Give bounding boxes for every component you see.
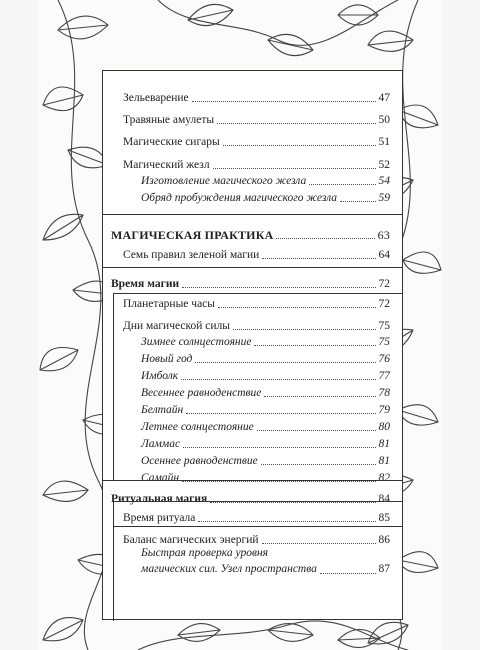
leader-dots <box>262 258 375 259</box>
toc-entry-page: 86 <box>378 534 390 546</box>
toc-entry-page: 82 <box>378 472 390 484</box>
leader-dots <box>223 145 376 146</box>
toc-entry-title: Травяные амулеты <box>123 114 215 126</box>
toc-entry-title: Магический жезл <box>123 159 210 171</box>
toc-entry-page: 81 <box>378 438 390 450</box>
toc-entry-page: 84 <box>378 493 390 505</box>
leader-dots <box>264 396 375 397</box>
toc-entry-title: Самайн <box>141 472 180 484</box>
toc-entry-title: Ламмас <box>141 438 181 450</box>
toc-entry-page: 80 <box>378 421 390 433</box>
subsection-divider <box>113 526 402 527</box>
leader-dots <box>210 502 375 503</box>
toc-section-title: Время магии <box>111 278 180 290</box>
toc-entry-page: 52 <box>378 159 390 171</box>
toc-section-time[interactable] <box>103 273 402 291</box>
toc-entry-page: 77 <box>378 370 390 382</box>
toc-subentry[interactable] <box>103 331 402 349</box>
leader-dots <box>233 329 376 330</box>
toc-entry-page: 87 <box>378 563 390 575</box>
leader-dots <box>257 430 376 431</box>
toc-entry-page: 54 <box>378 175 390 187</box>
toc-entry-title: Летнее солнцестояние <box>141 421 254 433</box>
toc-entry-page: 81 <box>378 455 390 467</box>
toc-entry-page: 51 <box>378 136 390 148</box>
toc-entry-title-line1: Быстрая проверка уровня <box>141 547 269 559</box>
toc-entry-title: Новый год <box>141 353 193 365</box>
toc-entry[interactable] <box>103 507 402 525</box>
toc-entry-title: Осеннее равноденствие <box>141 455 258 467</box>
toc-entry-page: 59 <box>378 192 390 204</box>
leader-dots <box>320 573 376 574</box>
leader-dots <box>254 345 375 346</box>
leader-dots <box>309 184 375 185</box>
leader-dots <box>213 168 376 169</box>
toc-entry-page: 79 <box>378 404 390 416</box>
toc-entry-title: Зимнее солнцестояние <box>141 336 252 348</box>
toc-entry[interactable] <box>103 293 402 311</box>
toc-section-title: Ритуальная магия <box>111 493 208 505</box>
toc-entry-title-line2: магических сил. Узел пространства <box>141 563 317 575</box>
toc-entry-page: 64 <box>378 249 390 261</box>
leader-dots <box>182 481 375 482</box>
leader-dots <box>340 201 376 202</box>
toc-entry-page: 85 <box>378 512 390 524</box>
toc-entry-page: 50 <box>378 114 390 126</box>
leader-dots <box>218 307 375 308</box>
leader-dots <box>198 521 375 522</box>
toc-entry-title: Время ритуала <box>123 512 196 524</box>
leader-dots <box>261 464 376 465</box>
section-divider <box>103 267 402 268</box>
toc-entry-title: Зельеварение <box>123 92 189 104</box>
toc-entry-title: Имболк <box>141 370 179 382</box>
toc-subentry[interactable] <box>103 170 402 188</box>
toc-section-ritual[interactable] <box>103 488 402 506</box>
section-divider <box>103 480 402 481</box>
toc-entry-page: 72 <box>378 298 390 310</box>
toc-entry-page: 47 <box>378 92 390 104</box>
toc-subentry[interactable] <box>103 450 402 468</box>
toc-entry[interactable] <box>103 131 402 149</box>
leader-dots <box>186 413 375 414</box>
toc-entry[interactable] <box>103 244 402 262</box>
toc-entry-title: Весеннее равноденствие <box>141 387 262 399</box>
toc-entry-title: Магические сигары <box>123 136 220 148</box>
toc-entry-page: 72 <box>378 278 390 290</box>
toc-entry-title: Семь правил зеленой магии <box>123 249 260 261</box>
toc-subentry[interactable] <box>103 348 402 366</box>
toc-entry-page: 75 <box>378 320 390 332</box>
toc-entry-title: Изготовление магического жезла <box>141 175 307 187</box>
toc-entry-title: Баланс магических энергий <box>123 534 259 546</box>
toc-entry-title: Планетарные часы <box>123 298 216 310</box>
toc-entry-page: 78 <box>378 387 390 399</box>
toc-subentry[interactable] <box>103 365 402 383</box>
toc-subentry[interactable] <box>103 399 402 417</box>
toc-entry-title: Обряд пробуждения магического жезла <box>141 192 337 204</box>
section-divider <box>103 214 402 215</box>
toc-entry-page: 75 <box>378 336 390 348</box>
toc-subentry[interactable] <box>103 467 402 485</box>
subsection-divider <box>113 501 402 502</box>
toc-entry[interactable] <box>103 87 402 105</box>
toc-entry-page: 76 <box>378 353 390 365</box>
leader-dots <box>183 447 375 448</box>
toc-subentry-multiline[interactable] <box>141 545 390 577</box>
toc-subentry[interactable] <box>103 433 402 451</box>
leader-dots <box>181 379 375 380</box>
leader-dots <box>217 123 375 124</box>
toc-entry-title: Дни магической силы <box>123 320 230 332</box>
leader-dots <box>195 362 375 363</box>
toc-subentry[interactable] <box>103 382 402 400</box>
leader-dots <box>262 543 376 544</box>
leader-dots <box>276 238 374 239</box>
leader-dots <box>192 101 376 102</box>
toc-entry-title: Белтайн <box>141 404 184 416</box>
toc-subentry[interactable] <box>103 416 402 434</box>
toc-section-title: МАГИЧЕСКАЯ ПРАКТИКА <box>111 228 274 242</box>
toc-subentry[interactable] <box>103 187 402 205</box>
table-of-contents <box>102 70 403 620</box>
toc-section-practice[interactable] <box>103 224 402 242</box>
toc-entry[interactable] <box>103 109 402 127</box>
leader-dots <box>182 287 375 288</box>
toc-entry-page: 63 <box>377 228 390 242</box>
